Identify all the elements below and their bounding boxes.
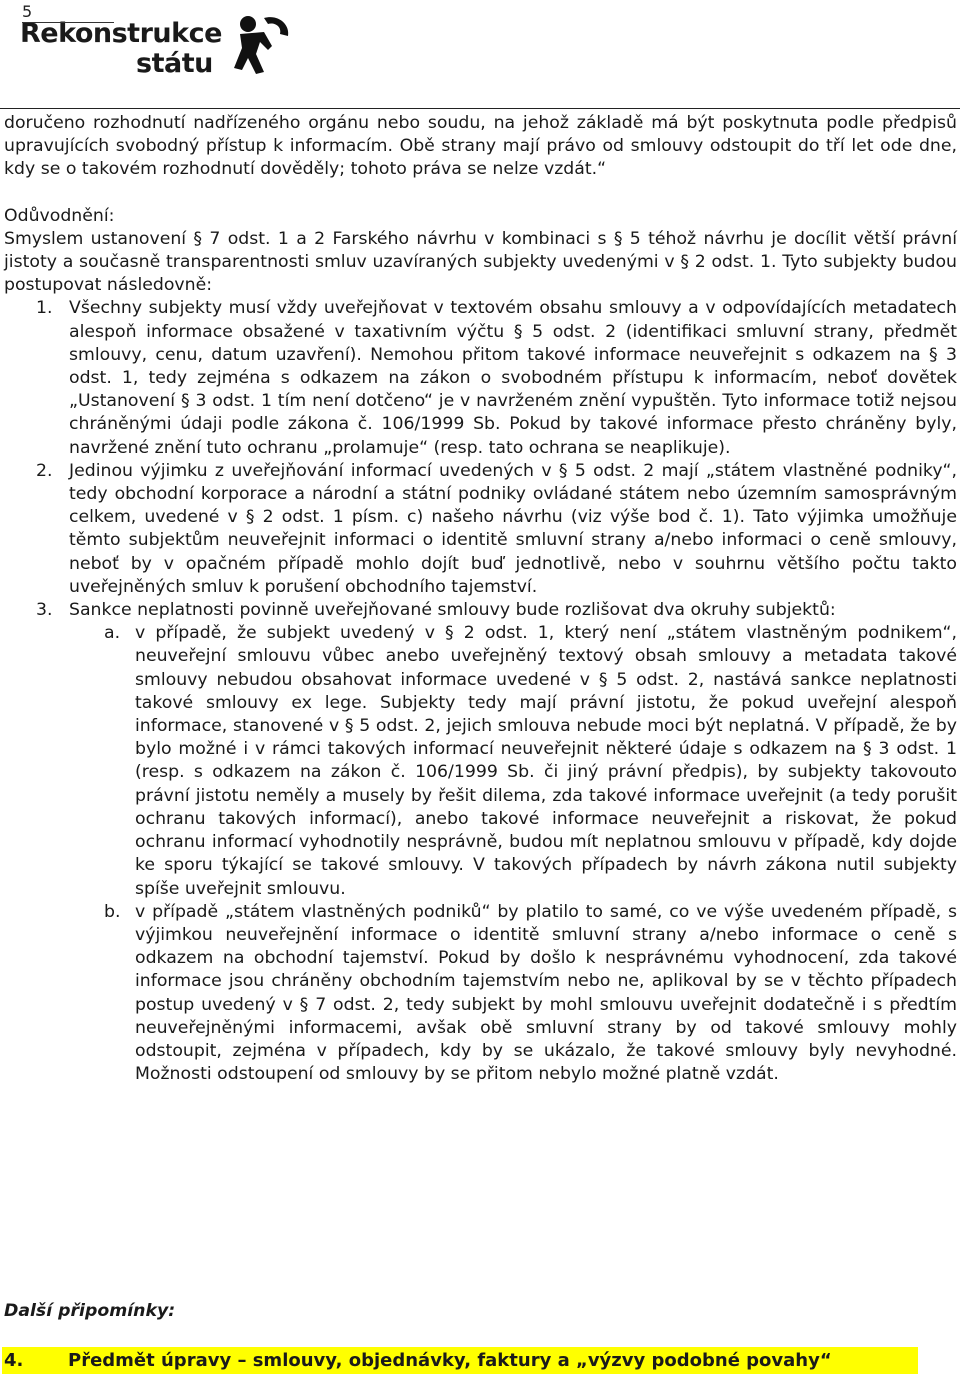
section-title: Předmět úpravy – smlouvy, objednávky, faktury a „výzvy podobné povahy“ [68, 1350, 832, 1371]
list-item-number: 2. [36, 460, 53, 481]
reasoning-paragraph: Smyslem ustanovení § 7 odst. 1 a 2 Farského návrhu v kombinaci s § 5 téhož návrhu je docílit větší právní jistoty a současně transparentnosti smluv uzavíraných subjekty uvedenými v § 2 odst. 1. Tyto subjekty budou postupovat následovně: [4, 228, 957, 296]
sub-list-item-letter: a. [104, 623, 121, 644]
sub-list-item-letter: b. [104, 901, 121, 922]
further-comments-label: Další připomínky: [4, 1301, 176, 1321]
paragraph-gap [4, 182, 957, 205]
list-item-text: Sankce neplatnosti povinně uveřejňované smlouvy bude rozlišovat dva okruhy subjektů: [69, 600, 836, 621]
header-divider [0, 108, 960, 109]
sub-list-item [4, 901, 957, 1087]
worker-pictogram-icon [228, 14, 292, 78]
sub-list-item-text: v případě „státem vlastněných podniků“ by platilo to samé, co ve výše uvedeném případě, s výjimkou neuveřejnění informace o identitě smluvní strany a/nebo informace o ceně s odkazem na obchodní tajemství. Pokud by došlo k nesprávnému vyhodnocení, zda takové informace jsou chráněny obchodním tajemstvím nebo ne, aplikoval by se v těchto případech postup uvedený v § 7 odst. 2, tedy subjekt by mohl smlouvu uveřejnit dodatečně i s předtím neuveřejněnými informacemi, avšak obě smluvní strany by od takové smlouvy mohly odstoupit, zejména v případech, kdy by se ukázalo, že takové smlouvy byly nevyhodné. Možnosti odstoupení od smlouvy by se přitom nebylo možné platně vzdát. [135, 901, 957, 1085]
logo-text-line1: Rekonstrukce [20, 18, 222, 49]
numbered-list [4, 297, 957, 1086]
list-item-text: Všechny subjekty musí vždy uveřejňovat v textovém obsahu smlouvy a v odpovídajících metadatech alespoň informace obsažené v taxativním výčtu § 5 odst. 2 (identifikaci smluvní strany, předmět smlouvy, cenu, datum uzavření). Nemohou přitom takové informace neuveřejnit s odkazem na § 3 odst. 1, tedy zejména s odkazem na zákon o svobodném přístupu k informacím, neboť dovětek „Ustanovení § 3 odst. 1 tím není dotčeno“ je v navrženém znění vypuštěn. Tyto informace totiž nejsou chráněnými údaji podle zákona č. 106/1999 Sb. Pokud by takové informace přesto chráněny byly, navržené znění tuto ochranu „prolamuje“ (resp. tato ochrana se neaplikuje). [69, 298, 957, 458]
intro-paragraph: doručeno rozhodnutí nadřízeného orgánu nebo soudu, na jehož základě má být poskytnuta podle předpisů upravujících svobodný přístup k informacím. Obě strany mají právo od smlouvy odstoupit do tří let ode dne, kdy se o takovém rozhodnutí dověděly; tohoto práva se nelze vzdát.“ [4, 113, 957, 180]
logo-text-line2: státu [136, 48, 213, 79]
list-item [4, 297, 957, 459]
list-item-number: 3. [36, 600, 53, 621]
page-header [0, 0, 960, 110]
sub-list-item [4, 622, 957, 900]
section-heading [2, 1347, 918, 1374]
reasoning-label: Odůvodnění: [4, 205, 115, 226]
list-item [4, 460, 957, 599]
logo [16, 8, 286, 78]
list-item-number: 1. [36, 298, 53, 319]
page-number-rule [22, 22, 114, 23]
section-number: 4. [4, 1350, 24, 1371]
document-body [4, 112, 957, 1086]
list-item [4, 599, 957, 1086]
sub-list-item-text: v případě, že subjekt uvedený v § 2 odst. 1, který není „státem vlastněným podnikem“, neuveřejní smlouvu vůbec anebo uveřejněný textový obsah smlouvy a metadata takové smlouvy nebudou obsahovat informace uvedené v § 5 odst. 2, nastává sankce neplatnosti takové smlouvy ex lege. Subjekty tedy mají právní jistotu, že pokud uveřejní alespoň informace, stanovené v § 5 odst. 2, jejich smlouva nebude moci být neplatná. V případě, že by bylo možné i v rámci takových informací neuveřejnit některé údaje s odkazem na § 3 odst. 1 (resp. s odkazem na zákon č. 106/1999 Sb. či jiný právní předpis), by subjekty takovouto právní jistotu neměly a musely by řešit dilema, zda takové informace uveřejnit (a tedy porušit ochranu takových informací), anebo takové informace neuveřejnit a riskovat, že pokud ochranu informací vyhodnotily nesprávně, budou mít neplatnou smlouvu v případě, kdy dojde ke sporu týkající se takové smlouvy. V takových případech by návrh zákona nutil subjekty spíše uveřejnit smlouvu. [135, 623, 957, 899]
list-item-text: Jedinou výjimku z uveřejňování informací uvedených v § 5 odst. 2 mají „státem vlastněné podniky“, tedy obchodní korporace a národní a státní podniky ovládané státem nebo územním samosprávným celkem, uvedené v § 2 odst. 1 písm. c) našeho návrhu (viz výše bod č. 1). Tato výjimka umožňuje těmto subjektům neuveřejnit informaci o identitě smluvní strany a/nebo informaci o ceně smlouvy, neboť by v opačném případě mohlo dojít buď jednotlivě, nebo v souhrnu většího počtu takto uveřejněných smluv k porušení obchodního tajemství. [69, 460, 957, 597]
page-number: 5 [22, 2, 33, 21]
